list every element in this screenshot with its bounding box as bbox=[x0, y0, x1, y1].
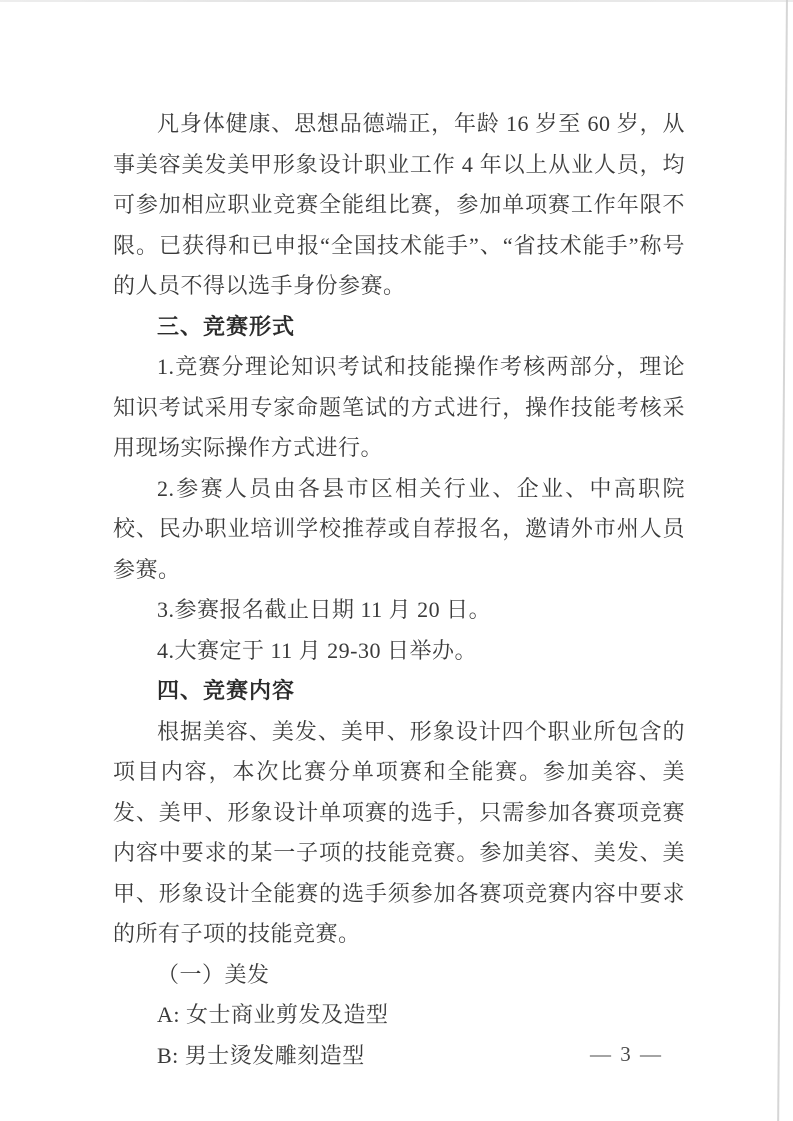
document-body bbox=[113, 104, 685, 1076]
scan-edge-right bbox=[777, 0, 788, 1121]
paragraph-format-item-3: 3.参赛报名截止日期 11 月 20 日。 bbox=[157, 597, 492, 622]
paragraph-event-a: A: 女士商业剪发及造型 bbox=[157, 1002, 389, 1027]
paragraph-eligibility: 凡身体健康、思想品德端正，年龄 16 岁至 60 岁，从事美容美发美甲形象设计职业工作 4 年以上从业人员，均可参加相应职业竞赛全能组比赛，参加单项赛工作年限不限。已获得和已申报“全国技术能手”、“省技术能手”称号的人员不得以选手身份参赛。 bbox=[113, 111, 685, 298]
heading-section-4-content: 四、竞赛内容 bbox=[157, 678, 296, 703]
scan-edge-top bbox=[0, 0, 793, 2]
paragraph-event-b: B: 男士烫发雕刻造型 bbox=[157, 1042, 365, 1068]
paragraph-category-hairdressing: （一）美发 bbox=[157, 961, 270, 987]
paragraph-format-item-2: 2.参赛人员由各县市区相关行业、企业、中高职院校、民办职业培训学校推荐或自荐报名，邀请外市州人员参赛。 bbox=[113, 475, 685, 582]
heading-section-3-format: 三、竞赛形式 bbox=[157, 313, 296, 339]
page-number: — 3 — bbox=[590, 1042, 663, 1066]
paragraph-format-item-1: 1.竞赛分理论知识考试和技能操作考核两部分，理论知识考试采用专家命题笔试的方式进行，操作技能考核采用现场实际操作方式进行。 bbox=[113, 354, 685, 460]
paragraph-format-item-4: 4.大赛定于 11 月 29-30 日举办。 bbox=[157, 637, 478, 663]
paragraph-content-overview: 根据美容、美发、美甲、形象设计四个职业所包含的项目内容，本次比赛分单项赛和全能赛。参加美容、美发、美甲、形象设计单项赛的选手，只需参加各赛项竞赛内容中要求的某一子项的技能竞赛。参加美容、美发、美甲、形象设计全能赛的选手须参加各赛项竞赛内容中要求的所有子项的技能竞赛。 bbox=[113, 718, 685, 946]
